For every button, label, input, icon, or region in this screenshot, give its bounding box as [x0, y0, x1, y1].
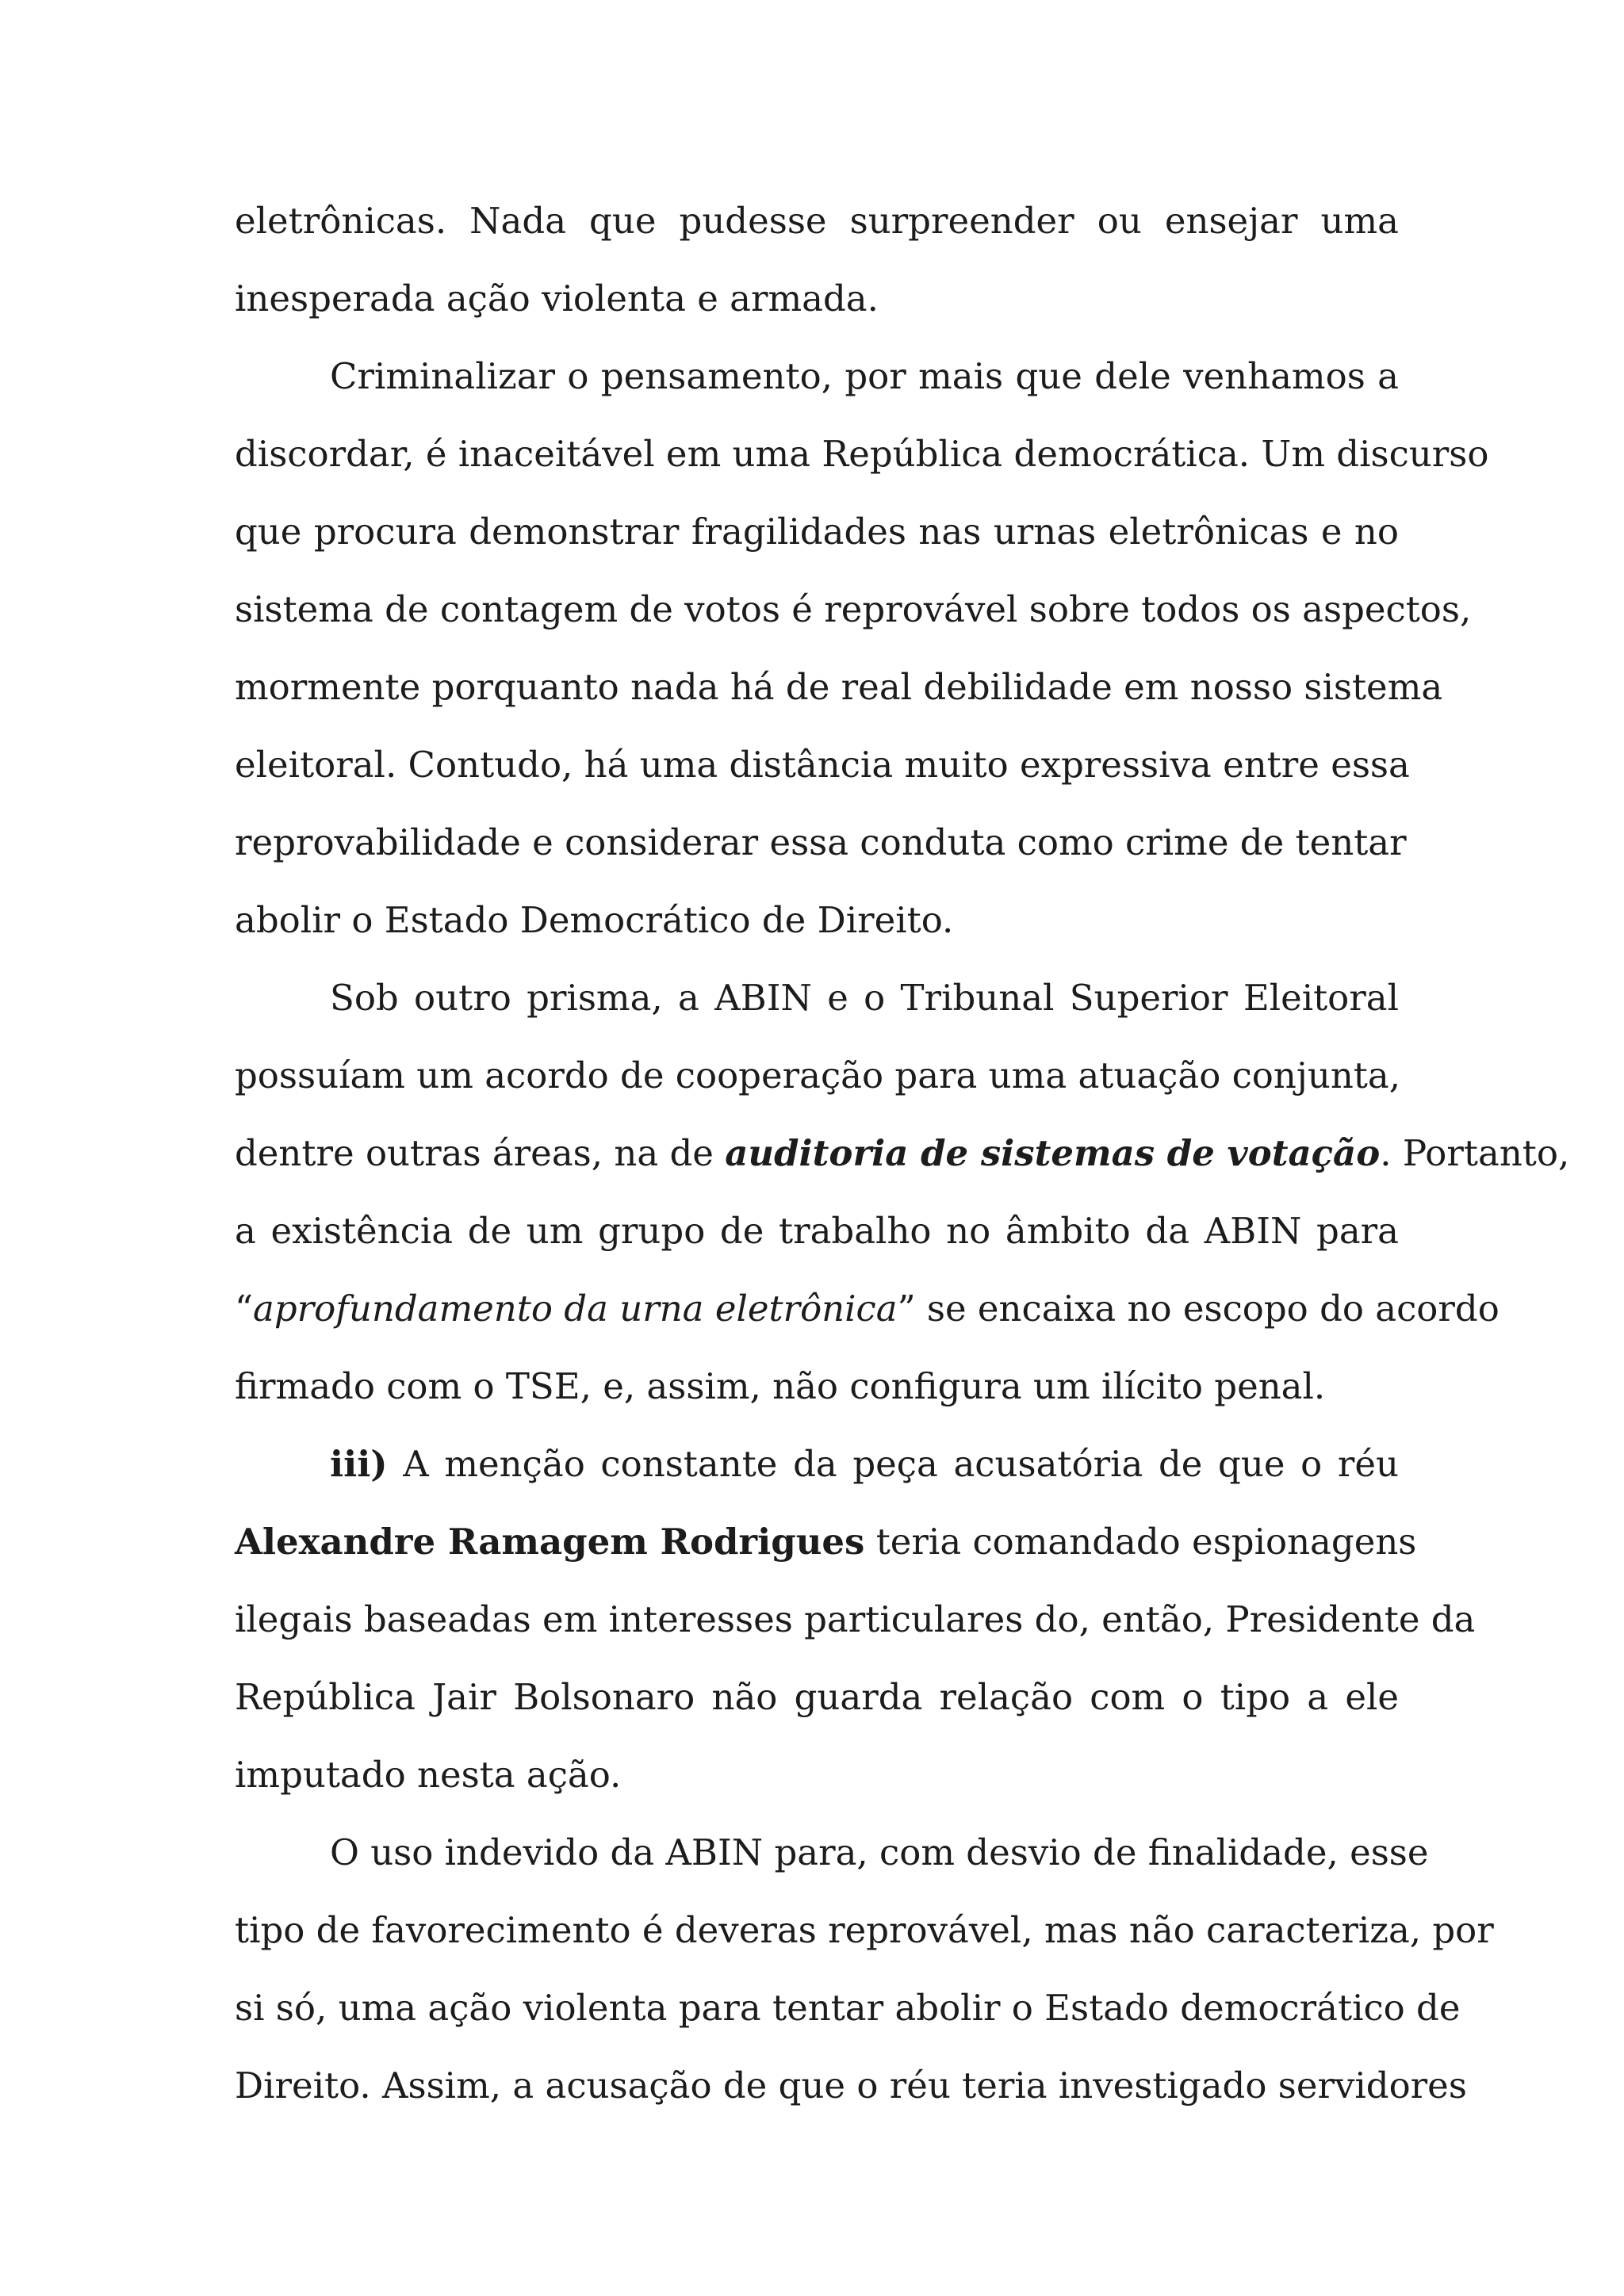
paragraph-4-line-4: República Jair Bolsonaro não guarda relação com o tipo a ele — [235, 1676, 1399, 1718]
paragraph-5 — [235, 1825, 1494, 2136]
paragraph-3 — [235, 970, 1570, 1437]
paragraph-2-line-6: eleitoral. Contudo, há uma distância muito expressiva entre essa — [235, 744, 1410, 786]
emphasis-auditoria: auditoria de sistemas de votação — [725, 1132, 1381, 1174]
paragraph-4-line-1-text: A menção constante da peça acusatória de que o réu — [387, 1443, 1399, 1485]
paragraph-4-line-3: ilegais baseadas em interesses particulares do, então, Presidente da — [235, 1598, 1476, 1640]
paragraph-2-line-1: Criminalizar o pensamento, por mais que dele venhamos a — [330, 355, 1399, 397]
open-quote: “ — [235, 1288, 254, 1330]
paragraph-4-line-1 — [235, 1437, 1399, 1514]
paragraph-1-line-1: eletrônicas. Nada que pudesse surpreender ou ensejar uma — [235, 200, 1399, 242]
paragraph-1 — [235, 193, 1399, 349]
paragraph-2-line-3: que procura demonstrar fragilidades nas urnas eletrônicas e no — [235, 511, 1399, 553]
paragraph-1-line-2: inesperada ação violenta e armada. — [235, 277, 879, 320]
defendant-name: Alexandre Ramagem Rodrigues — [235, 1521, 865, 1563]
paragraph-3-line-3-start: dentre outras áreas, na de — [235, 1132, 726, 1174]
paragraph-3-line-2: possuíam um acordo de cooperação para uma atuação conjunta, — [235, 1054, 1401, 1096]
paragraph-4-line-2-text: teria comandado espionagens — [864, 1521, 1417, 1563]
quoted-phrase: aprofundamento da urna eletrônica — [253, 1288, 898, 1330]
paragraph-2-line-4: sistema de contagem de votos é reprovável sobre todos os aspectos, — [235, 588, 1472, 630]
paragraph-3-line-4: a existência de um grupo de trabalho no âmbito da ABIN para — [235, 1210, 1399, 1252]
paragraph-4-line-5: imputado nesta ação. — [235, 1754, 622, 1796]
paragraph-4-line-2 — [235, 1514, 1417, 1592]
paragraph-2-line-5: mormente porquanto nada há de real debilidade em nosso sistema — [235, 666, 1443, 708]
paragraph-3-line-6: firmado com o TSE, e, assim, não configura um ilícito penal. — [235, 1365, 1326, 1407]
paragraph-3-line-5 — [235, 1281, 1500, 1359]
item-marker-iii: iii) — [330, 1443, 388, 1485]
paragraph-5-line-4: Direito. Assim, a acusação de que o réu teria investigado servidores — [235, 2064, 1467, 2107]
paragraph-3-line-3-end: . Portanto, — [1380, 1132, 1570, 1174]
paragraph-3-line-1: Sob outro prisma, a ABIN e o Tribunal Superior Eleitoral — [330, 977, 1399, 1019]
paragraph-2-line-7: reprovabilidade e considerar essa conduta como crime de tentar — [235, 821, 1407, 863]
document-body — [235, 193, 1570, 2136]
paragraph-5-line-2: tipo de favorecimento é deveras reprovável, mas não caracteriza, por — [235, 1909, 1494, 1951]
paragraph-5-line-3: si só, uma ação violenta para tentar abolir o Estado democrático de — [235, 1987, 1461, 2029]
paragraph-2-line-2: discordar, é inaceitável em uma República democrática. Um discurso — [235, 433, 1489, 475]
paragraph-3-line-3 — [235, 1126, 1570, 1203]
paragraph-4 — [235, 1437, 1476, 1825]
paragraph-5-line-1: O uso indevido da ABIN para, com desvio de finalidade, esse — [330, 1831, 1429, 1873]
paragraph-3-line-5-end: ” se encaixa no escopo do acordo — [897, 1288, 1500, 1330]
paragraph-2 — [235, 349, 1489, 970]
paragraph-2-line-8: abolir o Estado Democrático de Direito. — [235, 899, 954, 941]
